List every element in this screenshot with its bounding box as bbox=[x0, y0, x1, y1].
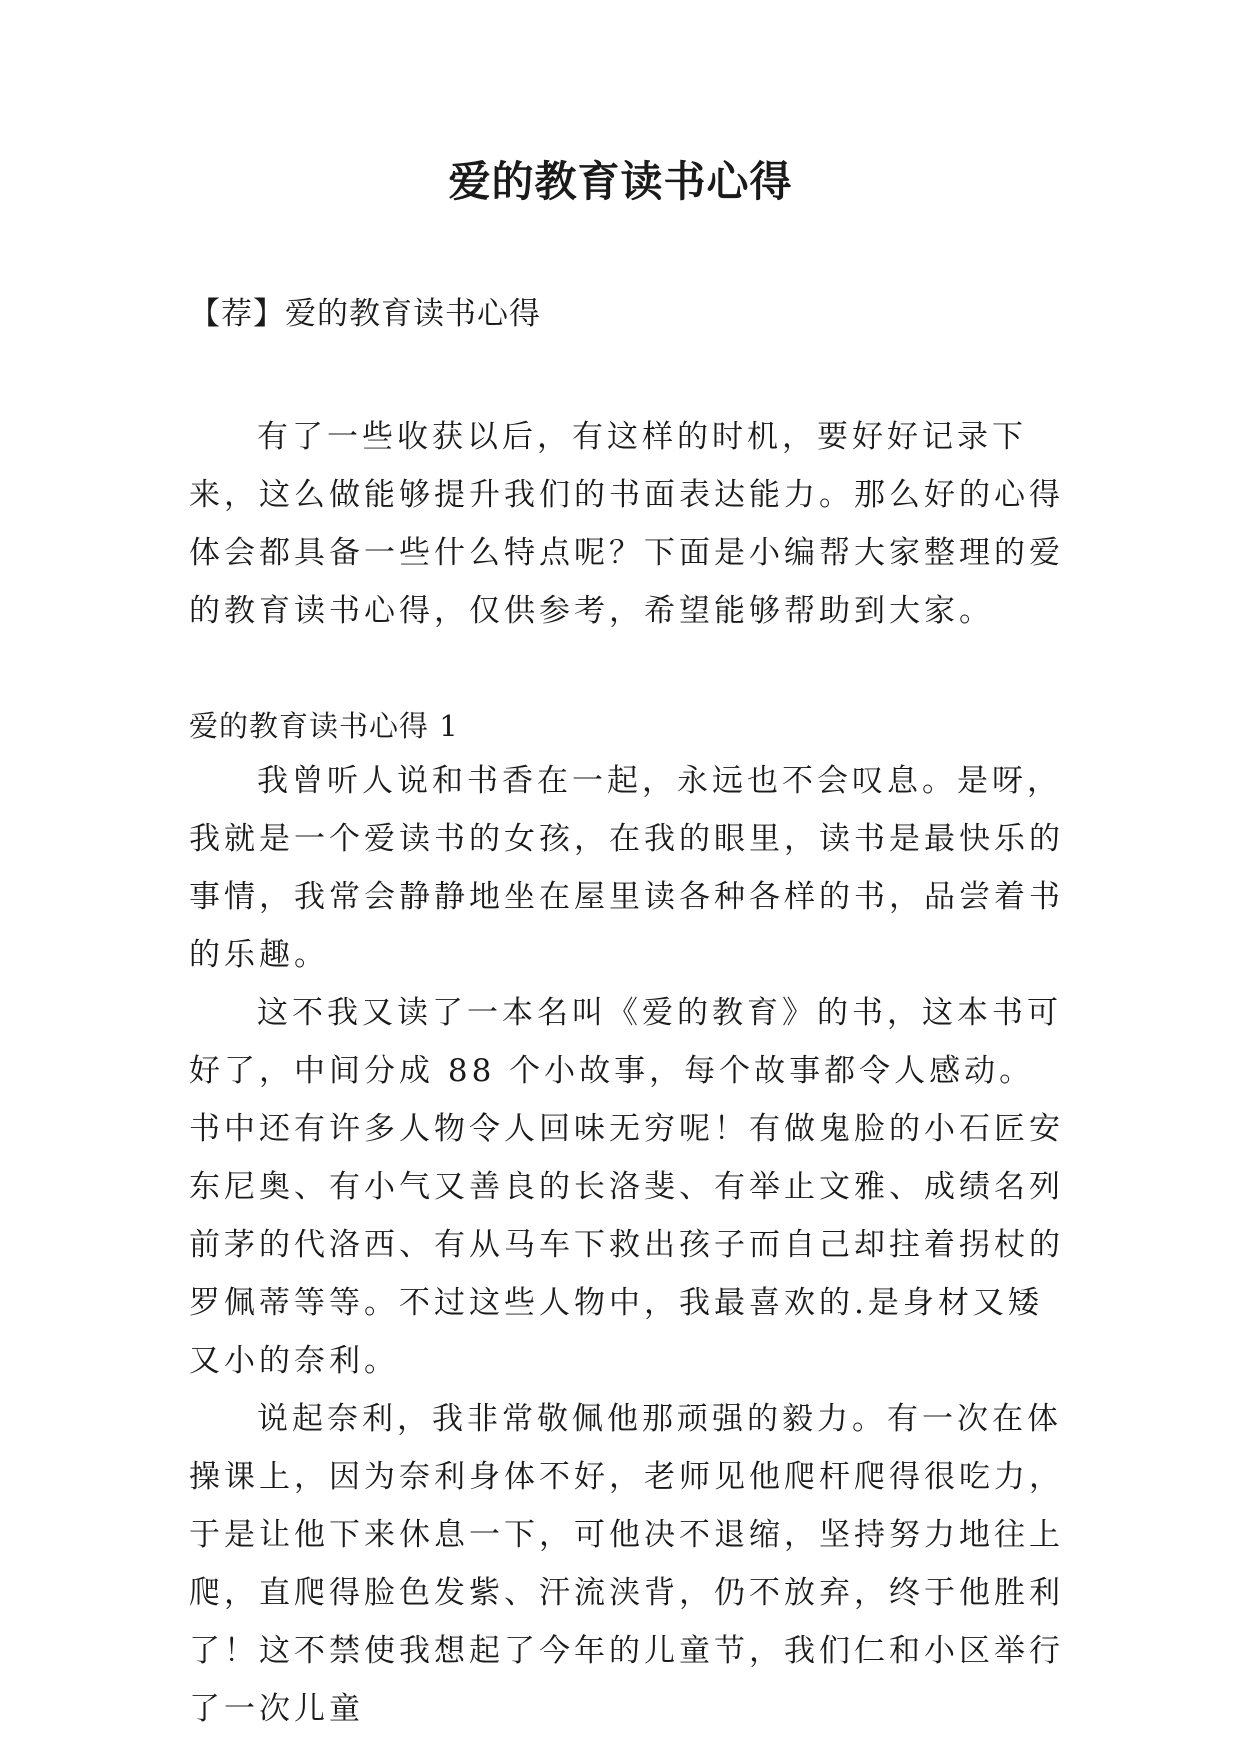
document-title: 爱的教育读书心得 bbox=[448, 157, 793, 206]
section-heading: 爱的教育读书心得 1 bbox=[189, 709, 459, 743]
intro-paragraph: 有了一些收获以后，有这样的时机，要好好记录下来，这么做能够提升我们的书面表达能力。那么好的心得体会都具备一些什么特点呢？下面是小编帮大家整理的爱的教育读书心得，仅供参考，希望能够帮助到大家。 bbox=[189, 419, 1064, 629]
section-body bbox=[189, 752, 1069, 1738]
body-paragraph: 我曾听人说和书香在一起，永远也不会叹息。是呀，我就是一个爱读书的女孩，在我的眼里，读书是最快乐的事情，我常会静静地坐在屋里读各种各样的书，品尝着书的乐趣。 bbox=[189, 763, 1064, 973]
body-paragraph: 这不我又读了一本名叫《爱的教育》的书，这本书可好了，中间分成 88 个小故事，每个故事都令人感动。书中还有许多人物令人回味无穷呢！有做鬼脸的小石匠安东尼奥、有小气又善良的长洛斐、有举止文雅、成绩名列前茅的代洛西、有从马车下救出孩子而自己却拄着拐杖的罗佩蒂等等。不过这些人物中，我最喜欢的.是身材又矮又小的奈利。 bbox=[189, 995, 1064, 1379]
body-paragraph: 说起奈利，我非常敬佩他那顽强的毅力。有一次在体操课上，因为奈利身体不好，老师见他爬杆爬得很吃力，于是让他下来休息一下，可他决不退缩，坚持努力地往上爬，直爬得脸色发紫、汗流浃背，仍不放弃，终于他胜利了！这不禁使我想起了今年的儿童节，我们仁和小区举行了一次儿童 bbox=[189, 1401, 1064, 1727]
document-subtitle: 【荐】爱的教育读书心得 bbox=[189, 296, 541, 332]
